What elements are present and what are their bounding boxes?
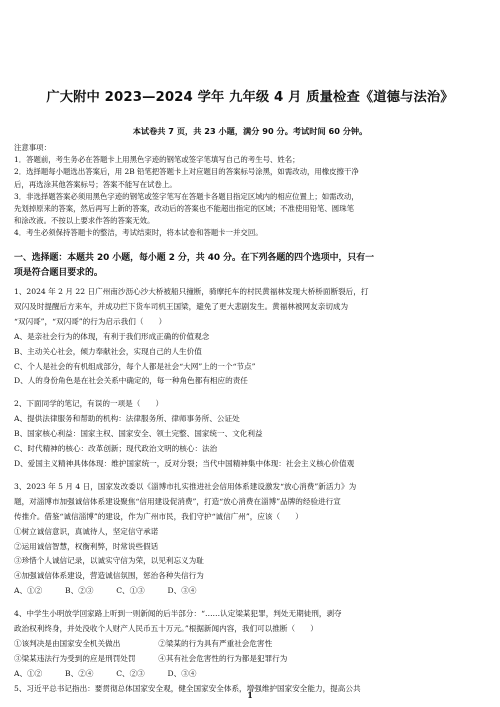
option-line: B、主动关心社会，倾力奉献社会，实现自己的人生价值	[14, 346, 202, 356]
notes-line: 4．考生必须保持答题卡的整洁，考试结束时，将本试卷和答题卡一并交回。	[14, 228, 263, 238]
section-heading-line: 项是符合题目要求的。	[14, 268, 103, 278]
notes-line: 和涂改液。不按以上要求作答的答案无效。	[14, 216, 155, 226]
page-number: 1	[247, 690, 253, 700]
question-2	[14, 397, 490, 472]
statement-line: ①该判决是由国家安全机关做出 ②梁某的行为具有严重社会危害性	[14, 638, 273, 648]
questions-block	[14, 285, 490, 697]
statement-line: ④加强诚信体系建设，营造诚信氛围，惩治各种失信行为	[14, 571, 204, 581]
question-line: 1、2024 年 2 月 22 日广州南沙沥心沙大桥被船只撞断，骑摩托车的村民黄福林发现大桥桥面断裂后，打	[14, 287, 369, 296]
spacer	[14, 472, 490, 480]
statement-line: ②运用诚信智慧，权衡利弊，时常说些假话	[14, 541, 159, 551]
spacer	[14, 389, 490, 397]
section-heading	[14, 251, 490, 281]
option-line: C、时代精神的核心：改革创新；现代政治文明的核心：法治	[14, 444, 218, 454]
statement-line: ①树立诚信意识，真诚待人，坚定信守承诺	[14, 526, 159, 536]
question-line: 传推介。借鉴“诚信淄博”的建设，作为广州市民，我们守护“诚信广州”，应该（ ）	[14, 511, 303, 521]
notes-block	[14, 142, 490, 240]
question-line: 政治权利终身，并处没收个人财产人民币五十万元。”根据新闻内容，我们可以推断（ ）	[14, 624, 318, 634]
notes-line: 3．非选择题答案必须用黑色字迹的钢笔或签字笔写在答题卡各题目指定区域内的相应位置上；如需改动，	[14, 191, 359, 201]
exam-info: 本试卷共 7 页，共 23 小题，满分 90 分。考试时间 60 分钟。	[132, 126, 368, 136]
question-line: “双闪哥”，“双闪哥”的行为启示我们（ ）	[14, 316, 167, 326]
option-line: C、个人是社会的有机组成部分，每个人都是社会“大网”上的一个“节点”	[14, 361, 256, 371]
notes-line: 先划掉原来的答案，然后再写上新的答案，改动后的答案也不能超出指定的区域；不准使用铅笔、圆珠笔	[14, 204, 354, 214]
option-line: B、国家核心利益：国家主权、国家安全、领土完整、国家统一、文化利益	[14, 429, 263, 439]
question-line: 题，对淄博市加强诚信体系建设聚焦“信用建设促消费”，打造“放心消费在淄博”品牌的经验进行宣	[14, 496, 341, 506]
spacer	[14, 599, 490, 607]
notes-line: 后，再选涂其他答案标号；答案不能写在试卷上。	[14, 179, 177, 189]
question-line: 5、习近平总书记指出：要贯彻总体国家安全观，健全国家安全体系，增强维护国家安全能力，提高公共	[14, 683, 361, 693]
question-1	[14, 285, 490, 389]
exam-title: 广大附中 2023—2024 学年 九年级 4 月 质量检查《道德与法治》	[46, 90, 454, 105]
statement-line: ③梁某违法行为受到的应是刑罚处罚 ④其有社会危害性的行为都是犯罪行为	[14, 653, 288, 663]
notes-heading: 注意事项：	[14, 143, 51, 152]
notes-line: 2．选择题每小题选出答案后，用 2B 铅笔把答题卡上对应题目的答案标号涂黑，如需改动，用橡皮擦干净	[14, 167, 359, 177]
section-heading-line: 一、选择题：本题共 20 小题，每小题 2 分，共 40 分。在下列各题的四个选项中，只有一	[14, 253, 375, 263]
option-line: A、①② B、②③ C、①③ D、③④	[14, 586, 197, 596]
option-line: D、人的身份角色是在社会关系中确定的，每一种角色都有相应的责任	[14, 376, 248, 386]
option-line: D、爱国主义精神具体体现：维护国家统一，反对分裂；当代中国精神集中体现：社会主义核心价值观	[14, 458, 355, 468]
question-line: 双闪及时提醒后方来车，并成功拦下货车司机王国梁，避免了更大悲剧发生。黄福林被网友亲切成为	[14, 301, 349, 311]
question-4	[14, 607, 490, 696]
question-line: 3、2023 年 5 月 4 日，国家发改委以《淄博市扎实推进社会信用体系建设激发“放心消费”新活力》为	[14, 481, 357, 491]
option-line: A、是亲社会行为的体现，有利于我们形成正确的价值观念	[14, 331, 210, 341]
notes-line: 1．答题前，考生务必在答题卡上用黑色字迹的钢笔或签字笔填写自己的考生号、姓名；	[14, 155, 300, 165]
option-line: A、①② B、②④ C、②③ D、③④	[14, 668, 197, 678]
option-line: A、提供法律服务和帮助的机构：法律服务所、律师事务所、公证处	[14, 414, 240, 424]
question-line: 2、下面同学的笔记，有误的一项是（ ）	[14, 399, 164, 409]
statement-line: ③珍惜个人诚信记录，以诚实守信为荣，以见利忘义为耻	[14, 556, 204, 566]
question-line: 4、中学生小明放学回家路上听到一则新闻的后半部分：“……认定梁某犯罪，判处无期徒刑，剥夺	[14, 609, 342, 619]
question-3	[14, 480, 490, 599]
